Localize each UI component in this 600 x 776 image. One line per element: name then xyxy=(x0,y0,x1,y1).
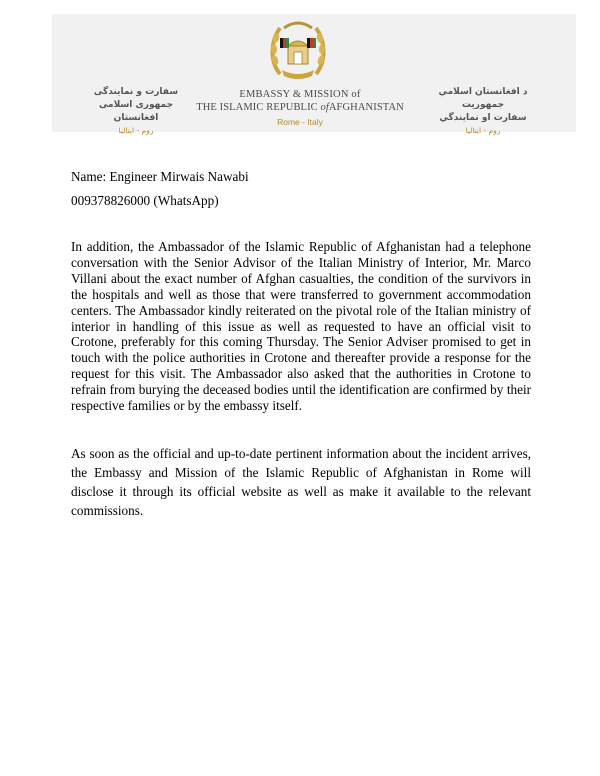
contact-phone: 009378826000 (WhatsApp) xyxy=(71,193,219,208)
letterhead-english-block xyxy=(190,88,410,127)
letterhead-dari-city: روم - ایتالیا xyxy=(118,126,154,135)
letterhead-title-line1: EMBASSY & MISSION of xyxy=(239,89,361,100)
letterhead-title-line2-b: AFGHANISTAN xyxy=(328,102,404,113)
letterhead-dari-line2: جمهوری اسلامی افغانستان xyxy=(98,100,174,123)
letterhead-city: Rome - Italy xyxy=(277,117,323,127)
letterhead-pashto-line1: د افغانستان اسلامي جمهوریت xyxy=(438,87,528,110)
letterhead-dari-block xyxy=(86,86,186,137)
letterhead-title-line2-a: THE ISLAMIC REPUBLIC xyxy=(196,102,321,113)
letterhead-pashto-block xyxy=(418,86,548,137)
body-paragraph-2: As soon as the official and up-to-date pertinent information about the incident arrives, the Embassy and Mission of the Islamic Republic of Afghanistan in Rome will disclose it through its official website as well as make it available to the relevant commissions. xyxy=(71,446,531,518)
contact-name: Name: Engineer Mirwais Nawabi xyxy=(71,169,249,184)
afghanistan-emblem-icon xyxy=(266,16,330,82)
letterhead-dari-line1: سفارت و نمایندگی xyxy=(93,87,179,97)
letterhead-title-line2-of: of xyxy=(320,102,329,113)
letterhead-pashto-line2: سفارت او نمایندگي xyxy=(439,113,527,123)
letterhead-pashto-city: روم - ایتالیا xyxy=(465,126,501,135)
body-paragraph-1: In addition, the Ambassador of the Islamic Republic of Afghanistan had a telephone conversation with the Senior Advisor of the Italian Ministry of Interior, Mr. Marco Villani about the exact number of Afghan casualties, the condition of the survivors in the hospitals and well as those that were transferred to government accommodation centers. The Ambassador kindly reiterated on the pivotal role of the Italian ministry of interior in handling of this issue as well as requested to have an official visit to Crotone, preferably for this coming Thursday. The Senior Adviser promised to get in touch with the police authorities in Crotone and thereafter provide a response for the request for this visit. The Ambassador also asked that the authorities in Crotone to refrain from burying the deceased bodies until the identification are confirmed by their respective families or by the embassy itself. xyxy=(71,239,531,414)
letterhead-title-line2 xyxy=(190,101,410,114)
